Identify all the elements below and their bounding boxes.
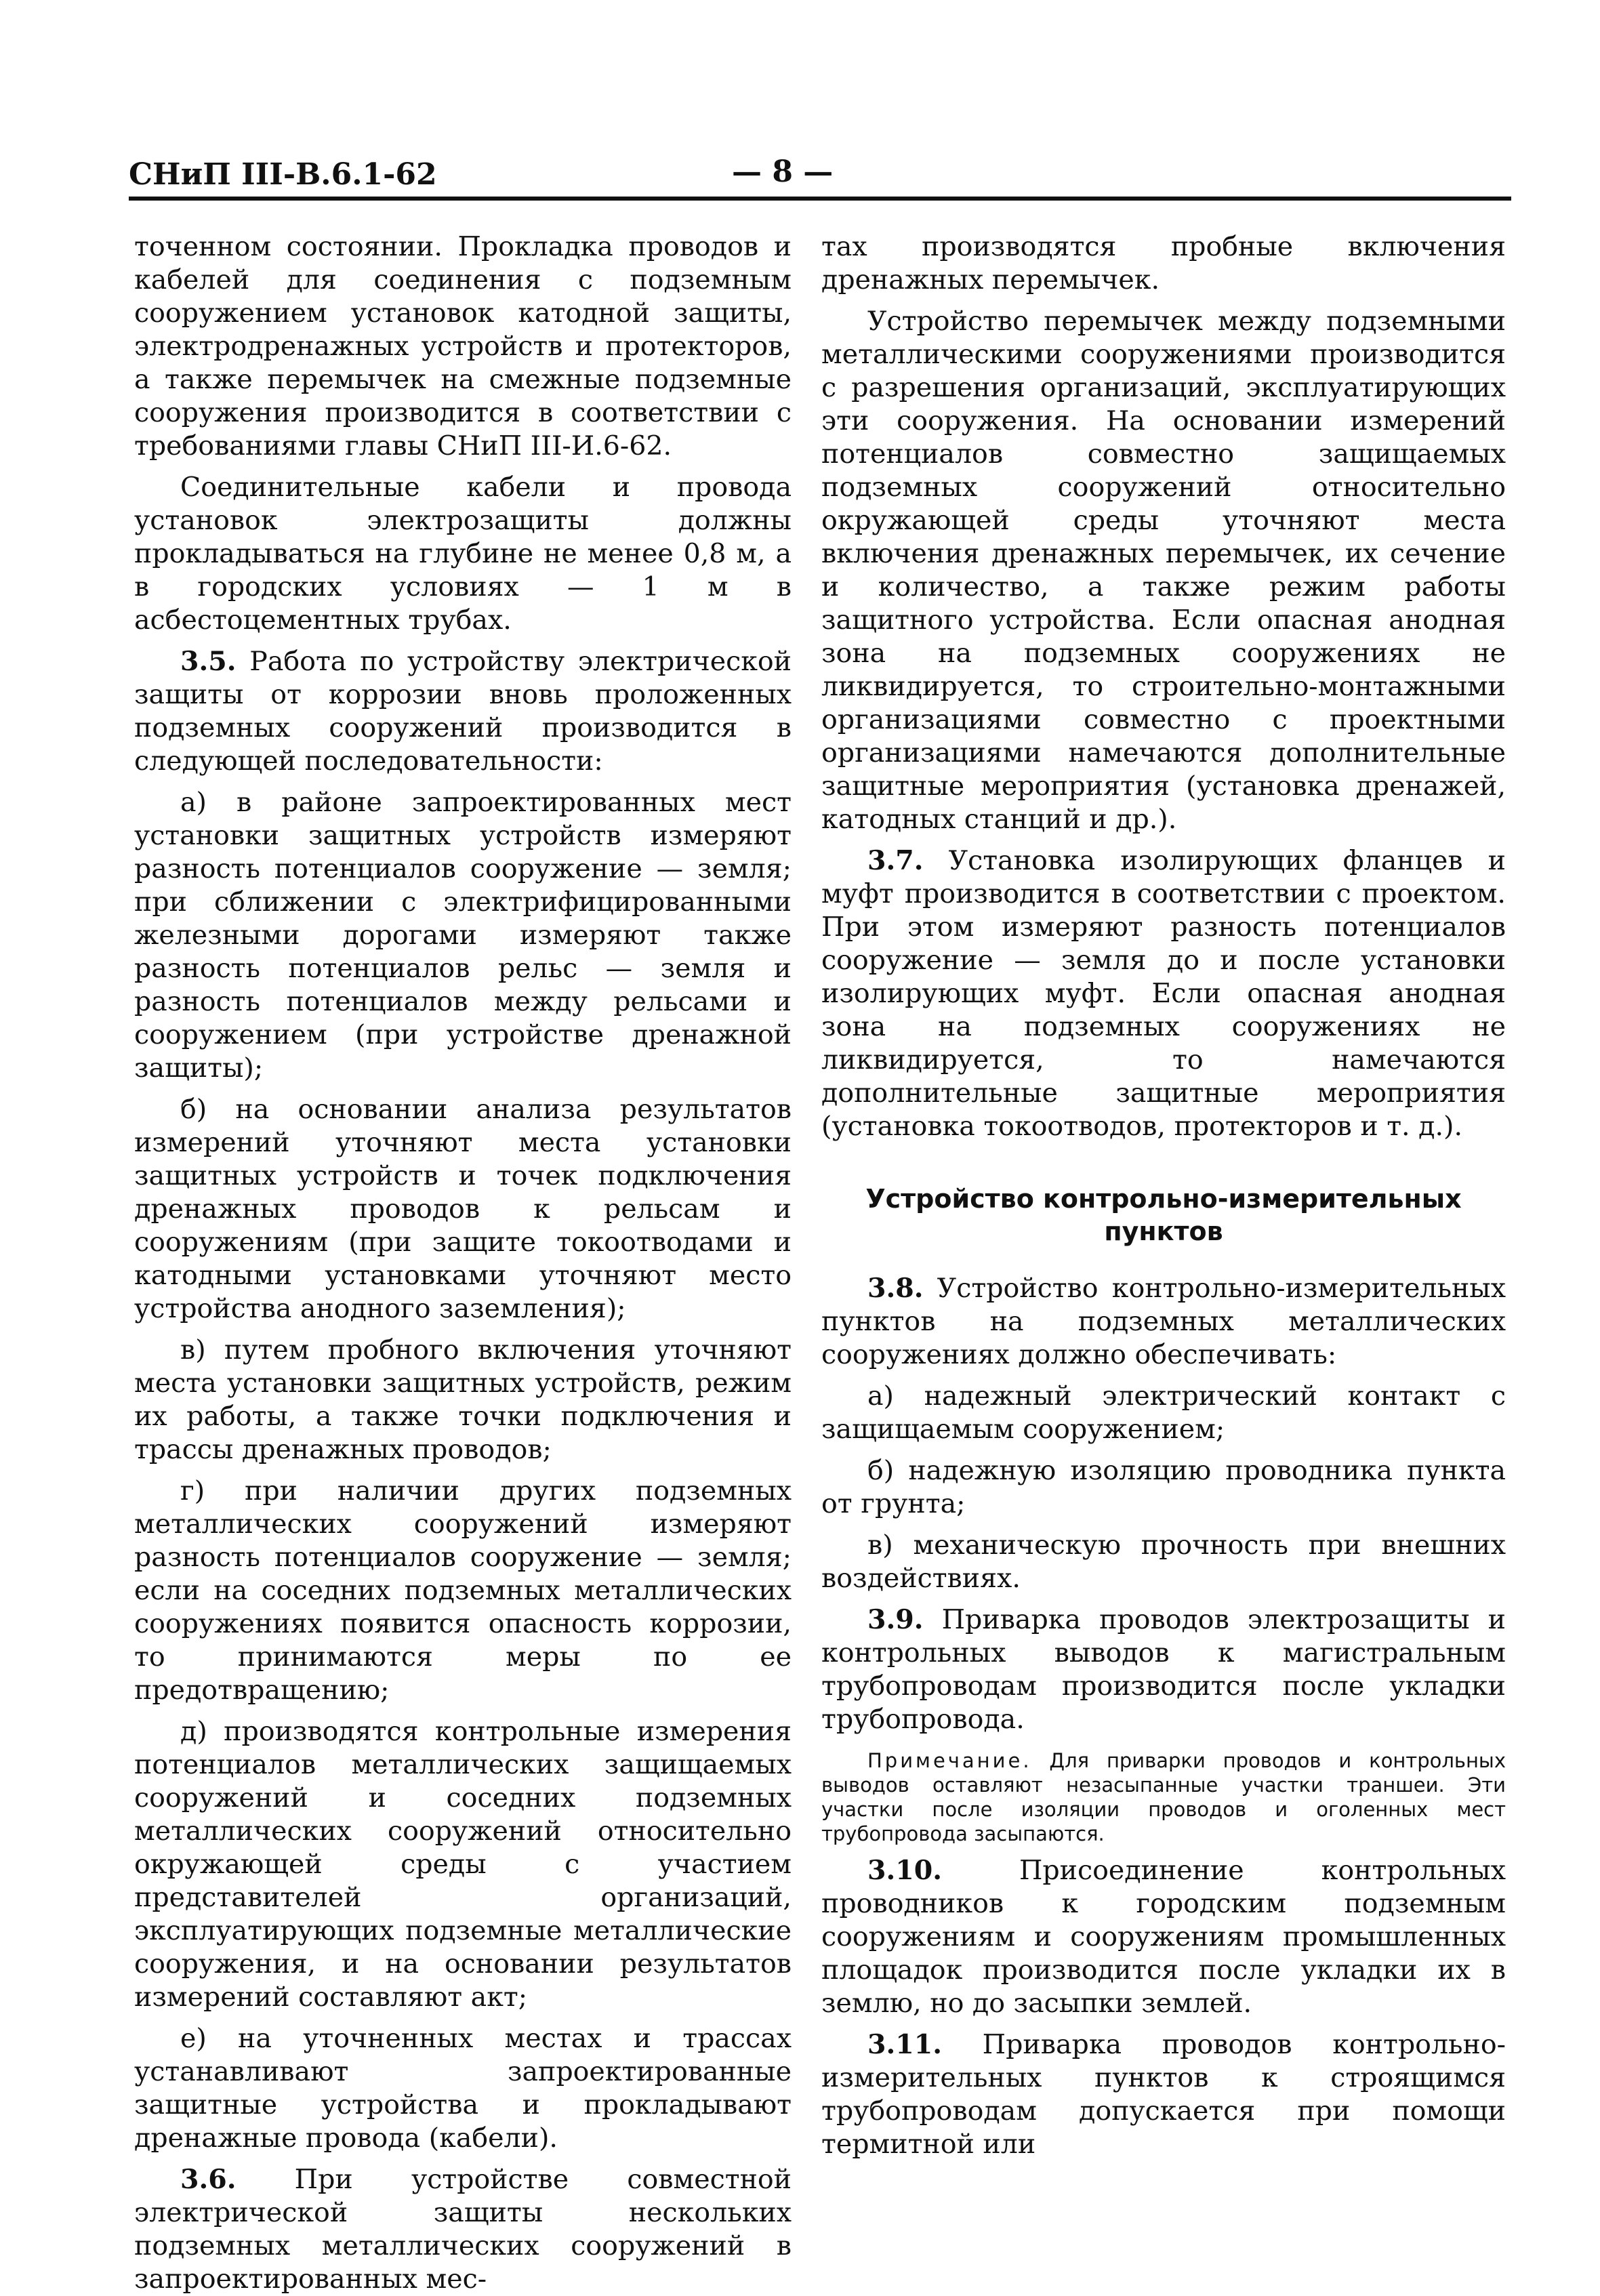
paragraph: точенном состоянии. Прокладка проводов и кабелей для соединения с подземным сооружением установок катодной защиты, электродренажных устройств и протекторов, а также перемычек на смежные подземные сооружения производится в соответствии с требованиями главы СНиП III-И.6-62. <box>134 231 792 462</box>
section-heading: Устройство контрольно-измерительных пунктов <box>865 1184 1462 1246</box>
clause-number: 3.8. <box>867 1273 924 1304</box>
list-item: а) в районе запроектированных мест установки защитных устройств измеряют разность потенциалов сооружение — земля; при сближении с электрифицированными железными дорогами измеряют также разность потенциалов рельс — земля и разность потенциалов между рельсами и сооружением (при устройстве дренажной защиты); <box>134 787 792 1084</box>
clause-text: Установка изолирующих фланцев и муфт производится в соответствии с проектом. При этом измеряют разность потенциалов сооружение — земля до и после установки изолирующих муфт. Если опасная анодная зона на подземных сооружениях не ликвидируется, то намечаются дополнительные защитные мероприятия (установка токоотводов, протекторов и т. д.). <box>821 845 1506 1142</box>
clause-text: Присоединение контрольных проводников к городским подземным сооружениям и сооружениям промышленных площадок производится после укладки их в землю, но до засыпки землей. <box>821 1855 1506 2019</box>
list-item: в) механическую прочность при внешних воздействиях. <box>821 1530 1506 1594</box>
left-column <box>134 230 792 2296</box>
list-item: б) надежную изоляцию проводника пункта от грунта; <box>821 1455 1506 1519</box>
paragraph: Соединительные кабели и провода установок электрозащиты должны прокладываться на глубине не менее 0,8 м, а в городских условиях — 1 м в асбестоцементных трубах. <box>134 472 792 636</box>
clause-number: 3.7. <box>867 845 924 876</box>
clause-3-5 <box>134 645 792 778</box>
clause-number: 3.5. <box>180 646 237 677</box>
clause-number: 3.11. <box>867 2029 942 2060</box>
clause-number: 3.10. <box>867 1855 942 1886</box>
list-item: б) на основании анализа результатов измерений уточняют места установки защитных устройств и точек подключения дренажных проводов к рельсам и сооружениям (при защите токоотводами и катодными установками уточняют место устройства анодного заземления); <box>134 1094 792 1324</box>
right-column <box>821 230 1506 2161</box>
clause-number: 3.6. <box>180 2164 237 2195</box>
note-label: Примечание. <box>867 1749 1032 1772</box>
page-number: — 8 — <box>732 155 834 189</box>
clause-text: Устройство контрольно-измерительных пунктов на подземных металлических сооружениях должно обеспечивать: <box>821 1273 1506 1370</box>
clause-number: 3.9. <box>867 1604 924 1635</box>
list-item: г) при наличии других подземных металлических сооружений измеряют разность потенциалов сооружение — земля; если на соседних подземных металлических сооружениях появится опасность коррозии, то принимаются меры по ее предотвращению; <box>134 1475 792 1706</box>
clause-text: Работа по устройству электрической защиты от коррозии вновь проложенных подземных сооружений производится в следующей последовательности: <box>134 646 792 777</box>
paragraph: тах производятся пробные включения дренажных перемычек. <box>821 231 1506 295</box>
clause-text: При устройстве совместной электрической защиты нескольких подземных металлических сооружений в запроектированных мес- <box>134 2164 792 2295</box>
clause-text: Приварка проводов электрозащиты и контрольных выводов к магистральным трубопроводам производится после укладки трубопровода. <box>821 1604 1506 1735</box>
list-item: в) путем пробного включения уточняют места установки защитных устройств, режим их работы, а также точки подключения и трассы дренажных проводов; <box>134 1334 792 1465</box>
list-item: а) надежный электрический контакт с защищаемым сооружением; <box>821 1380 1506 1445</box>
note <box>821 1748 1506 1846</box>
clause-3-8 <box>821 1272 1506 1372</box>
clause-text: Приварка проводов контрольно-измерительных пунктов к строящимся трубопроводам допускается при помощи термитной или <box>821 2029 1506 2160</box>
list-item: д) производятся контрольные измерения потенциалов металлических защищаемых сооружений и соседних подземных металлических сооружений относительно окружающей среды с участием представителей организаций, эксплуатирующих подземные металлические сооружения, и на основании результатов измерений составляют акт; <box>134 1716 792 2013</box>
clause-3-6 <box>134 2163 792 2296</box>
clause-3-11 <box>821 2028 1506 2161</box>
note-text: Для приварки проводов и контрольных выводов оставляют незасыпанные участки траншеи. Эти участки после изоляции проводов и оголенных мест трубопровода засыпаются. <box>821 1749 1506 1845</box>
clause-3-10 <box>821 1854 1506 2020</box>
clause-3-9 <box>821 1603 1506 1736</box>
header-rule <box>129 197 1511 201</box>
list-item: е) на уточненных местах и трассах устанавливают запроектированные защитные устройства и прокладывают дренажные провода (кабели). <box>134 2023 792 2154</box>
clause-3-7 <box>821 844 1506 1143</box>
paragraph: Устройство перемычек между подземными металлическими сооружениями производится с разрешения организаций, эксплуатирующих эти сооружения. На основании измерений потенциалов совместно защищаемых подземных сооружений относительно окружающей среды уточняют места включения дренажных перемычек, их сечение и количество, а также режим работы защитного устройства. Если опасная анодная зона на подземных сооружениях не ликвидируется, то строительно-монтажными организациями совместно с проектными организациями намечаются дополнительные защитные мероприятия (установка дренажей, катодных станций и др.). <box>821 306 1506 835</box>
document-code: СНиП III-В.6.1-62 <box>129 157 437 192</box>
